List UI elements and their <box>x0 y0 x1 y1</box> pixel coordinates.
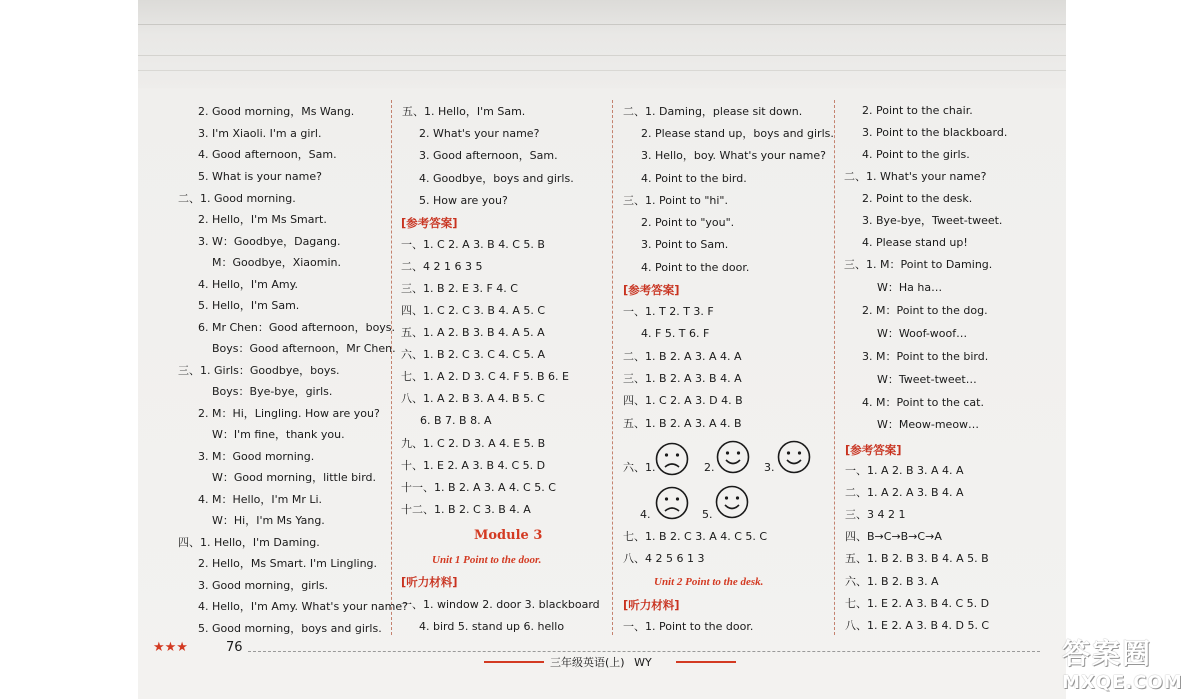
answer-line: 五、1. B 2. B 3. B 4. A 5. B <box>845 552 989 565</box>
text-line: 二、1. Good morning. <box>178 192 296 205</box>
answer-line: 八、1. A 2. B 3. A 4. B 5. C <box>401 392 545 405</box>
answer-line: 七、1. A 2. D 3. C 4. F 5. B 6. E <box>401 370 569 383</box>
answer-line: 二、1. A 2. A 3. B 4. A <box>845 486 964 499</box>
text-line: 2. M：Hi，Lingling. How are you? <box>198 407 380 420</box>
column-divider <box>612 100 613 635</box>
text-line: 3. Hello，boy. What's your name? <box>641 149 826 162</box>
sad-face-icon <box>655 442 689 476</box>
text-line: W：Meow-meow… <box>877 418 980 431</box>
text-line: Boys：Good afternoon，Mr Chen. <box>212 342 396 355</box>
unit-heading: Unit 2 Point to the desk. <box>654 576 764 588</box>
footer-dotted-rule <box>248 651 1040 652</box>
left-margin <box>0 0 138 699</box>
answer-line: 三、1. B 2. A 3. B 4. A <box>623 372 742 385</box>
right-margin <box>1066 0 1200 699</box>
answer-line: 6. B 7. B 8. A <box>420 414 492 427</box>
text-line: W：I'm fine，thank you. <box>212 428 345 441</box>
module-heading: Module 3 <box>474 528 543 543</box>
answer-line: 八、4 2 5 6 1 3 <box>623 552 705 565</box>
answer-line: 八、1. E 2. A 3. B 4. D 5. C <box>845 619 990 632</box>
scan-line <box>138 70 1066 71</box>
answer-line: 十二、1. B 2. C 3. B 4. A <box>401 503 531 516</box>
text-line: 4. Hello，I'm Amy. <box>198 278 299 291</box>
text-line: 3. Point to the blackboard. <box>862 126 1008 139</box>
answer-line: 二、1. B 2. A 3. A 4. A <box>623 350 742 363</box>
text-line: 二、1. Daming，please sit down. <box>623 105 803 118</box>
text-line: W：Hi，I'm Ms Yang. <box>212 514 325 527</box>
answer-line: 十一、1. B 2. A 3. A 4. C 5. C <box>401 481 556 494</box>
text-line: W：Ha ha… <box>877 281 943 294</box>
text-line: W：Tweet-tweet… <box>877 373 977 386</box>
happy-face-icon <box>777 440 811 474</box>
watermark-line1: 答案圈 <box>1062 637 1153 670</box>
book-title-text: 三年级英语(上) <box>550 656 625 669</box>
text-line: 3. M：Good morning. <box>198 450 315 463</box>
answer-line: 七、1. B 2. C 3. A 4. C 5. C <box>623 530 768 543</box>
text-line: 2. M：Point to the dog. <box>862 304 988 317</box>
text-line: 三、1. Point to "hi". <box>623 194 728 207</box>
star-rating: ★★★ <box>153 640 188 655</box>
answer-heading: [参考答案] <box>845 443 902 457</box>
text-line: 四、1. Hello，I'm Daming. <box>178 536 320 549</box>
text-line: 4. Point to the girls. <box>862 148 970 161</box>
text-line: 4. Good afternoon，Sam. <box>198 148 337 161</box>
text-line: 4. Point to the bird. <box>641 172 747 185</box>
text-line: 2. Point to the chair. <box>862 104 973 117</box>
answer-line: 九、1. C 2. D 3. A 4. E 5. B <box>401 437 546 450</box>
text-line: 4. M：Point to the cat. <box>862 396 984 409</box>
answer-line: 十、1. E 2. A 3. B 4. C 5. D <box>401 459 546 472</box>
text-line: W：Good morning，little bird. <box>212 471 377 484</box>
text-line: 3. Good morning，girls. <box>198 579 329 592</box>
material-line: 一、1. Point to the door. <box>623 620 754 633</box>
happy-face-icon <box>716 440 750 474</box>
book-title <box>550 654 652 670</box>
column-divider <box>834 100 835 635</box>
answer-heading: [参考答案] <box>401 216 458 230</box>
text-line: 3. Point to Sam. <box>641 238 729 251</box>
answer-line: 五、1. A 2. B 3. B 4. A 5. A <box>401 326 545 339</box>
scan-line <box>138 24 1066 25</box>
unit-heading: Unit 1 Point to the door. <box>432 554 542 566</box>
footer-red-rule <box>676 661 736 663</box>
answer-line: 4. F 5. T 6. F <box>641 327 710 340</box>
material-line: 一、1. window 2. door 3. blackboard <box>401 598 600 611</box>
text-line: 3. M：Point to the bird. <box>862 350 989 363</box>
text-line: 6. Mr Chen：Good afternoon，boys. <box>198 321 396 334</box>
text-line: 三、1. Girls：Goodbye，boys. <box>178 364 340 377</box>
text-line: 2. Hello，Ms Smart. I'm Lingling. <box>198 557 378 570</box>
text-line: W：Woof-woof… <box>877 327 968 340</box>
column-divider <box>391 100 392 635</box>
book-edition: WY <box>634 656 652 669</box>
smiley-label: 5. <box>702 508 713 521</box>
watermark-logo <box>1062 632 1194 698</box>
answer-line: 四、1. C 2. A 3. D 4. B <box>623 394 743 407</box>
text-line: Boys：Bye-bye，girls. <box>212 385 333 398</box>
answer-line: 三、3 4 2 1 <box>845 508 906 521</box>
answer-line: 六、1. B 2. B 3. A <box>845 575 939 588</box>
happy-face-icon <box>715 485 749 519</box>
text-line: 三、1. M：Point to Daming. <box>844 258 993 271</box>
answer-line: 四、B→C→B→C→A <box>845 530 942 543</box>
text-line: 3. W：Goodbye，Dagang. <box>198 235 341 248</box>
answer-line: 七、1. E 2. A 3. B 4. C 5. D <box>845 597 990 610</box>
material-heading: [听力材料] <box>623 598 680 612</box>
answer-line: 四、1. C 2. C 3. B 4. A 5. C <box>401 304 546 317</box>
material-heading: [听力材料] <box>401 575 458 589</box>
text-line: 4. Point to the door. <box>641 261 750 274</box>
answer-line: 一、1. A 2. B 3. A 4. A <box>845 464 964 477</box>
text-line: 3. Bye-bye，Tweet-tweet. <box>862 214 1003 227</box>
text-line: 4. Goodbye，boys and girls. <box>419 172 574 185</box>
text-line: 2. Please stand up，boys and girls. <box>641 127 834 140</box>
text-line: 3. I'm Xiaoli. I'm a girl. <box>198 127 322 140</box>
smiley-label: 4. <box>640 508 651 521</box>
answer-line: 二、4 2 1 6 3 5 <box>401 260 483 273</box>
text-line: M：Goodbye，Xiaomin. <box>212 256 342 269</box>
smiley-label: 六、1. <box>623 461 656 474</box>
answer-line: 三、1. B 2. E 3. F 4. C <box>401 282 518 295</box>
text-line: 二、1. What's your name? <box>844 170 987 183</box>
text-line: 2. What's your name? <box>419 127 540 140</box>
text-line: 2. Point to "you". <box>641 216 735 229</box>
text-line: 五、1. Hello，I'm Sam. <box>402 105 526 118</box>
text-line: 2. Good morning，Ms Wang. <box>198 105 355 118</box>
text-line: 4. Hello，I'm Amy. What's your name? <box>198 600 408 613</box>
text-line: 4. M：Hello，I'm Mr Li. <box>198 493 323 506</box>
scan-line <box>138 55 1066 56</box>
text-line: 5. What is your name? <box>198 170 322 183</box>
material-line: 4. bird 5. stand up 6. hello <box>419 620 565 633</box>
page-number: 76 <box>226 640 243 655</box>
smiley-label: 3. <box>764 461 775 474</box>
text-line: 2. Point to the desk. <box>862 192 973 205</box>
watermark-line2: MXQE.COM <box>1062 672 1183 693</box>
smiley-label: 2. <box>704 461 715 474</box>
answer-heading: [参考答案] <box>623 283 680 297</box>
answer-line: 六、1. B 2. C 3. C 4. C 5. A <box>401 348 546 361</box>
answer-line: 五、1. B 2. A 3. A 4. B <box>623 417 742 430</box>
text-line: 2. Hello，I'm Ms Smart. <box>198 213 327 226</box>
scan-top-band <box>138 0 1066 88</box>
text-line: 5. Good morning，boys and girls. <box>198 622 382 635</box>
answer-line: 一、1. C 2. A 3. B 4. C 5. B <box>401 238 545 251</box>
sad-face-icon <box>655 486 689 520</box>
text-line: 5. Hello，I'm Sam. <box>198 299 300 312</box>
footer-red-rule <box>484 661 544 663</box>
text-line: 3. Good afternoon，Sam. <box>419 149 558 162</box>
answer-line: 一、1. T 2. T 3. F <box>623 305 714 318</box>
text-line: 4. Please stand up! <box>862 236 968 249</box>
text-line: 5. How are you? <box>419 194 508 207</box>
